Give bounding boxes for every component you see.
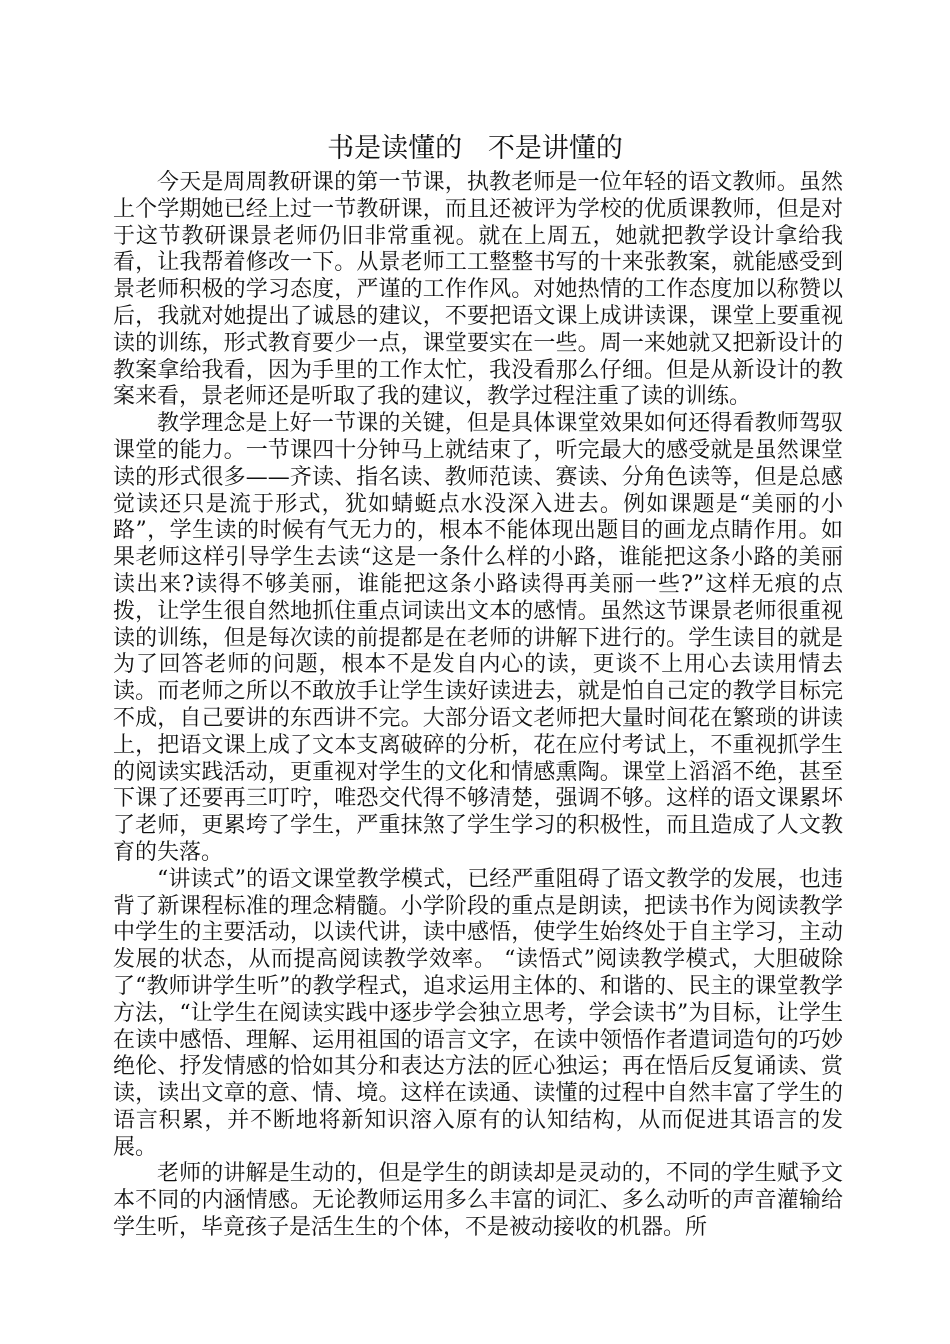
page-title: 书是读懂的 不是讲懂的 [327, 133, 623, 164]
paragraph-2: 教学理念是上好一节课的关键，但是具体课堂效果如何还得看教师驾驭课堂的能力。一节课四十分钟马上就结束了，听完最大的感受就是虽然课堂读的形式很多——齐读、指名读、教师范读、赛读、分角色读等，但是总感觉读还只是流于形式，犹如蜻蜓点水没深入进去。例如课题是“美丽的小路”，学生读的时候有气无力的，根本不能体现出题目的画龙点睛作用。如果老师这样引导学生去读“这是一条什么样的小路，谁能把这条小路的美丽读出来?读得不够美丽，谁能把这条小路读得再美丽一些?”这样无痕的点拨，让学生很自然地抓住重点词读出文本的感情。虽然这节课景老师很重视读的训练，但是每次读的前提都是在老师的讲解下进行的。学生读目的就是为了回答老师的问题，根本不是发自内心的读，更谈不上用心去读用情去读。而老师之所以不敢放手让学生读好读进去，就是怕自己定的教学目标完不成，自己要讲的东西讲不完。大部分语文老师把大量时间花在繁琐的讲读上，把语文课上成了文本支离破碎的分析，花在应付考试上，不重视抓学生的阅读实践活动，更重视对学生的文化和情感熏陶。课堂上滔滔不绝，甚至下课了还要再三叮咛，唯恐交代得不够清楚，强调不够。这样的语文课累坏了老师，更累垮了学生，严重抹煞了学生学习的积极性，而且造成了人文教育的失落。 [113, 411, 843, 865]
paragraph-4: 老师的讲解是生动的，但是学生的朗读却是灵动的，不同的学生赋予文本不同的内涵情感。无论教师运用多么丰富的词汇、多么动听的声音灌输给学生听，毕竟孩子是活生生的个体，不是被动接收的机器。所 [113, 1161, 843, 1241]
paragraph-1: 今天是周周教研课的第一节课，执教老师是一位年轻的语文教师。虽然上个学期她已经上过一节教研课，而且还被评为学校的优质课教师，但是对于这节教研课景老师仍旧非常重视。就在上周五，她就把教学设计拿给我看，让我帮着修改一下。从景老师工工整整书写的十来张教案，就能感受到景老师积极的学习态度，严谨的工作作风。对她热情的工作态度加以称赞以后，我就对她提出了诚恳的建议，不要把语文课上成讲读课，课堂上要重视读的训练，形式教育要少一点，课堂要实在一些。周一来她就又把新设计的教案拿给我看，因为手里的工作太忙，我没看那么仔细。但是从新设计的教案来看，景老师还是听取了我的建议，教学过程注重了读的训练。 [113, 170, 843, 410]
body-text [113, 170, 843, 1242]
paragraph-3: “讲读式”的语文课堂教学模式，已经严重阻碍了语文教学的发展，也违背了新课程标准的理念精髓。小学阶段的重点是朗读，把读书作为阅读教学中学生的主要活动，以读代讲，读中感悟，使学生始终处于自主学习，主动发展的状态，从而提高阅读教学效率。 “读悟式”阅读教学模式，大胆破除了“教师讲学生听”的教学程式，追求运用主体的、和谐的、民主的课堂教学方法，“让学生在阅读实践中逐步学会独立思考，学会读书”为目标，让学生在读中感悟、理解、运用祖国的语言文字，在读中领悟作者遣词造句的巧妙绝伦、抒发情感的恰如其分和表达方法的匠心独运；再在悟后反复诵读、赏读，读出文章的意、情、境。这样在读通、读懂的过程中自然丰富了学生的语言积累，并不断地将新知识溶入原有的认知结构，从而促进其语言的发展。 [113, 866, 843, 1160]
